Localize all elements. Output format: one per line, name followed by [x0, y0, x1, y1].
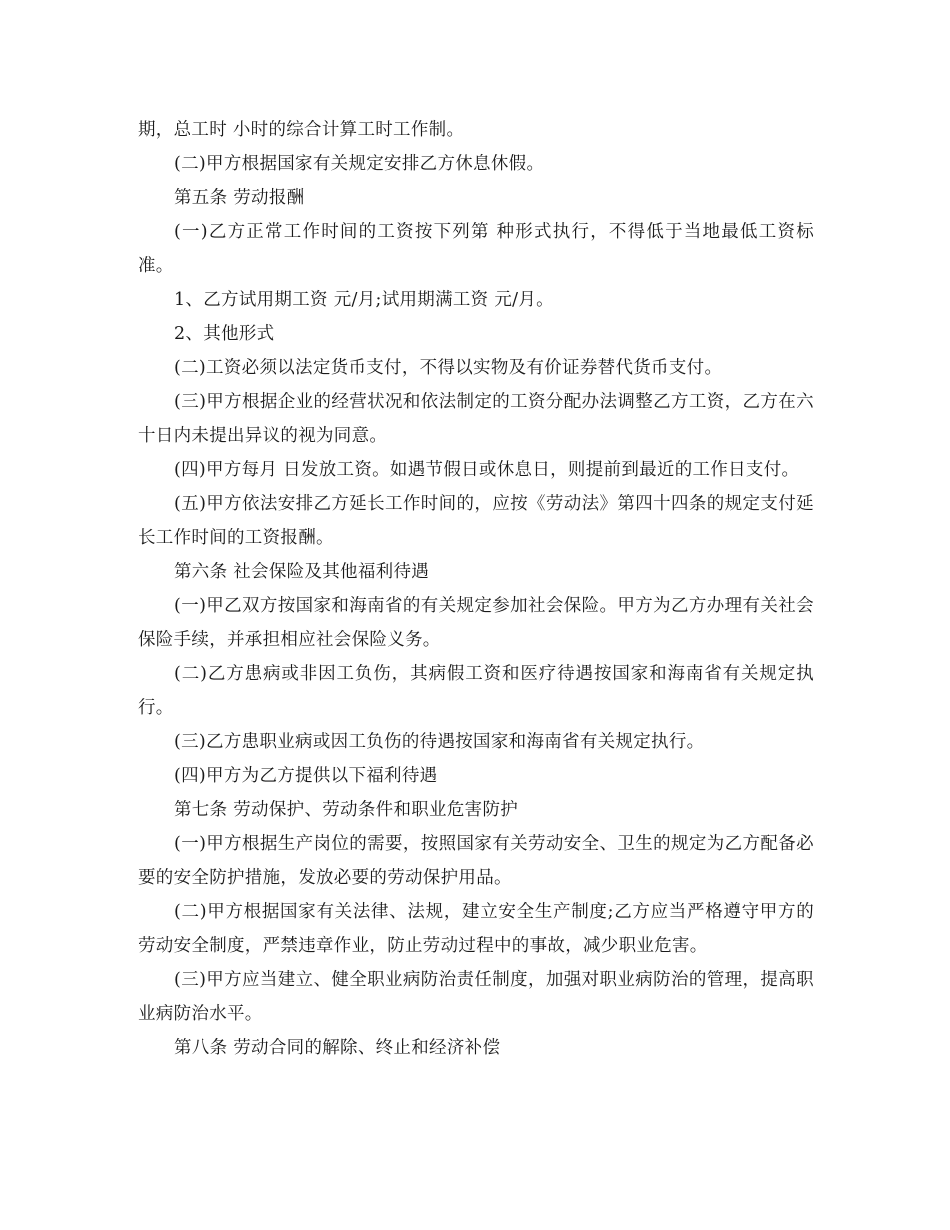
paragraph-legal-currency: (二)工资必须以法定货币支付，不得以实物及有价证券替代货币支付。 — [174, 358, 723, 378]
paragraph-wage-adjustment: (三)甲方根据企业的经营状况和依法制定的工资分配办法调整乙方工资，乙方在六十日内未提出异议的视为同意。 — [138, 392, 814, 446]
paragraph-sick-leave: (二)乙方患病或非因工负伤，其病假工资和医疗待遇按国家和海南省有关规定执行。 — [138, 664, 814, 718]
article-7-heading: 第七条 劳动保护、劳动条件和职业危害防护 — [174, 800, 519, 820]
paragraph-rest-leave: (二)甲方根据国家有关规定安排乙方休息休假。 — [174, 154, 545, 174]
paragraph-safety-system: (二)甲方根据国家有关法律、法规，建立安全生产制度;乙方应当严格遵守甲方的劳动安全制度，严禁违章作业，防止劳动过程中的事故，减少职业危害。 — [138, 902, 814, 956]
paragraph-social-insurance: (一)甲乙双方按国家和海南省的有关规定参加社会保险。甲方为乙方办理有关社会保险手续，并承担相应社会保险义务。 — [138, 596, 814, 650]
paragraph-wage-form: (一)乙方正常工作时间的工资按下列第 种形式执行，不得低于当地最低工资标准。 — [138, 222, 814, 276]
paragraph-probation-wage: 1、乙方试用期工资 元/月;试用期满工资 元/月。 — [174, 290, 554, 310]
article-5-heading: 第五条 劳动报酬 — [174, 188, 305, 208]
article-8-heading: 第八条 劳动合同的解除、终止和经济补偿 — [174, 1038, 501, 1058]
paragraph-welfare: (四)甲方为乙方提供以下福利待遇 — [174, 766, 438, 786]
paragraph-occupational-injury: (三)乙方患职业病或因工负伤的待遇按国家和海南省有关规定执行。 — [174, 732, 705, 752]
article-6-heading: 第六条 社会保险及其他福利待遇 — [174, 562, 430, 582]
paragraph-payday: (四)甲方每月 日发放工资。如遇节假日或休息日，则提前到最近的工作日支付。 — [174, 460, 800, 480]
paragraph-overtime-pay: (五)甲方依法安排乙方延长工作时间的，应按《劳动法》第四十四条的规定支付延长工作时间的工资报酬。 — [138, 494, 814, 548]
paragraph-work-hours-end: 期，总工时 小时的综合计算工时工作制。 — [138, 120, 465, 140]
paragraph-disease-prevention: (三)甲方应当建立、健全职业病防治责任制度，加强对职业病防治的管理，提高职业病防治水平。 — [138, 970, 814, 1024]
paragraph-protective-equipment: (一)甲方根据生产岗位的需要，按照国家有关劳动安全、卫生的规定为乙方配备必要的安全防护措施，发放必要的劳动保护用品。 — [138, 834, 814, 888]
document-body — [138, 113, 814, 1065]
paragraph-other-forms: 2、其他形式 — [174, 324, 275, 344]
